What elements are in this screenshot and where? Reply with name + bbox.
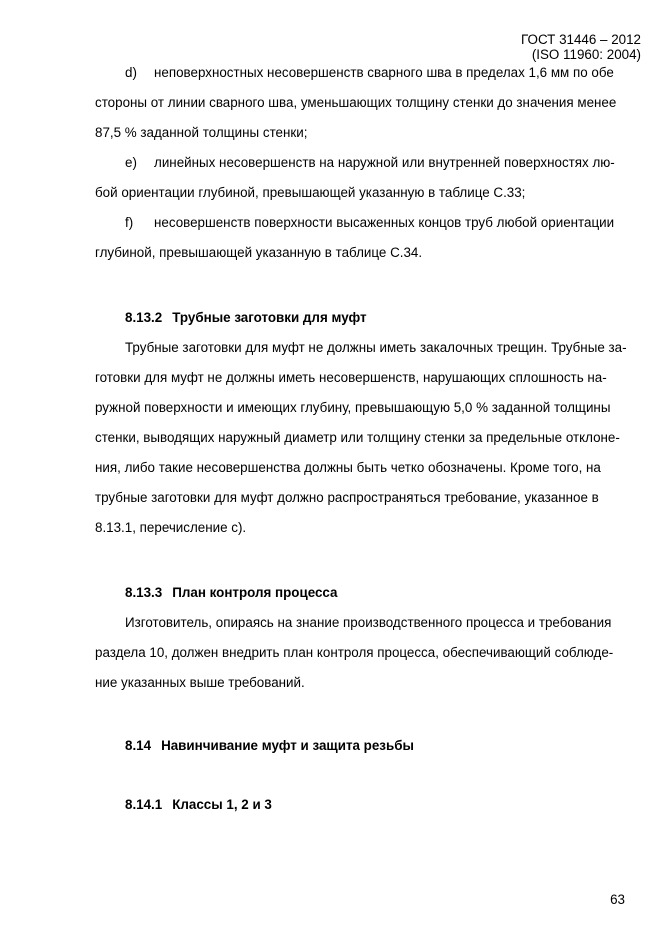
list-item-d-line-3: 87,5 % заданной толщины стенки; xyxy=(95,125,308,140)
list-item-d-line-1: неповерхностных несовершенств сварного шва в пределах 1,6 мм по обе xyxy=(154,65,614,80)
paragraph-8-13-2-line-5: ния, либо такие несовершенства должны быть четко обозначены. Кроме того, на xyxy=(95,460,601,475)
section-heading-8-14 xyxy=(125,738,414,754)
paragraph-8-13-2-line-6: трубные заготовки для муфт должно распространяться требование, указанное в xyxy=(95,490,599,505)
paragraph-8-13-3-line-1: Изготовитель, опираясь на знание производственного процесса и требования xyxy=(125,615,612,630)
list-item-d-line-2: стороны от линии сварного шва, уменьшающих толщину стенки до значения менее xyxy=(95,95,617,110)
list-item-f-line-2: глубиной, превышающей указанную в таблице С.34. xyxy=(95,245,423,260)
paragraph-8-13-3-line-2: раздела 10, должен внедрить план контроля процесса, обеспечивающий соблюде- xyxy=(95,645,614,660)
paragraph-8-13-2-line-4: стенки, выводящих наружный диаметр или толщину стенки за предельные отклоне- xyxy=(95,430,620,445)
iso-designation: (ISO 11960: 2004) xyxy=(531,47,641,62)
section-number: 8.13.2 xyxy=(125,310,163,325)
section-number: 8.13.3 xyxy=(125,585,163,600)
section-heading-8-13-3 xyxy=(125,585,338,601)
paragraph-8-13-2-line-3: ружной поверхности и имеющих глубину, превышающую 5,0 % заданной толщины xyxy=(95,400,611,415)
paragraph-8-13-2-line-2: готовки для муфт не должны иметь несовершенств, нарушающих сплошность на- xyxy=(95,370,607,385)
list-marker-e: e) xyxy=(125,155,137,170)
page-number: 63 xyxy=(610,892,625,907)
list-marker-d: d) xyxy=(125,65,137,80)
section-heading-8-14-1 xyxy=(125,797,272,813)
list-marker-f: f) xyxy=(125,215,134,230)
list-item-f-line-1: несовершенств поверхности высаженных концов труб любой ориентации xyxy=(154,215,615,230)
section-title: Навинчивание муфт и защита резьбы xyxy=(161,738,414,753)
standard-designation: ГОСТ 31446 – 2012 xyxy=(521,32,641,47)
section-number: 8.14.1 xyxy=(125,797,163,812)
section-title: Классы 1, 2 и 3 xyxy=(172,797,272,812)
paragraph-8-13-2-line-1: Трубные заготовки для муфт не должны иметь закалочных трещин. Трубные за- xyxy=(125,340,627,355)
section-title: План контроля процесса xyxy=(172,585,338,600)
paragraph-8-13-2-line-7: 8.13.1, перечисление с). xyxy=(95,520,247,535)
list-item-e-line-2: бой ориентации глубиной, превышающей указанную в таблице С.33; xyxy=(95,185,526,200)
paragraph-8-13-3-line-3: ние указанных выше требований. xyxy=(95,675,305,690)
list-item-e-line-1: линейных несовершенств на наружной или внутренней поверхностях лю- xyxy=(154,155,615,170)
section-title: Трубные заготовки для муфт xyxy=(172,310,367,325)
section-number: 8.14 xyxy=(125,738,152,753)
section-heading-8-13-2 xyxy=(125,310,367,326)
